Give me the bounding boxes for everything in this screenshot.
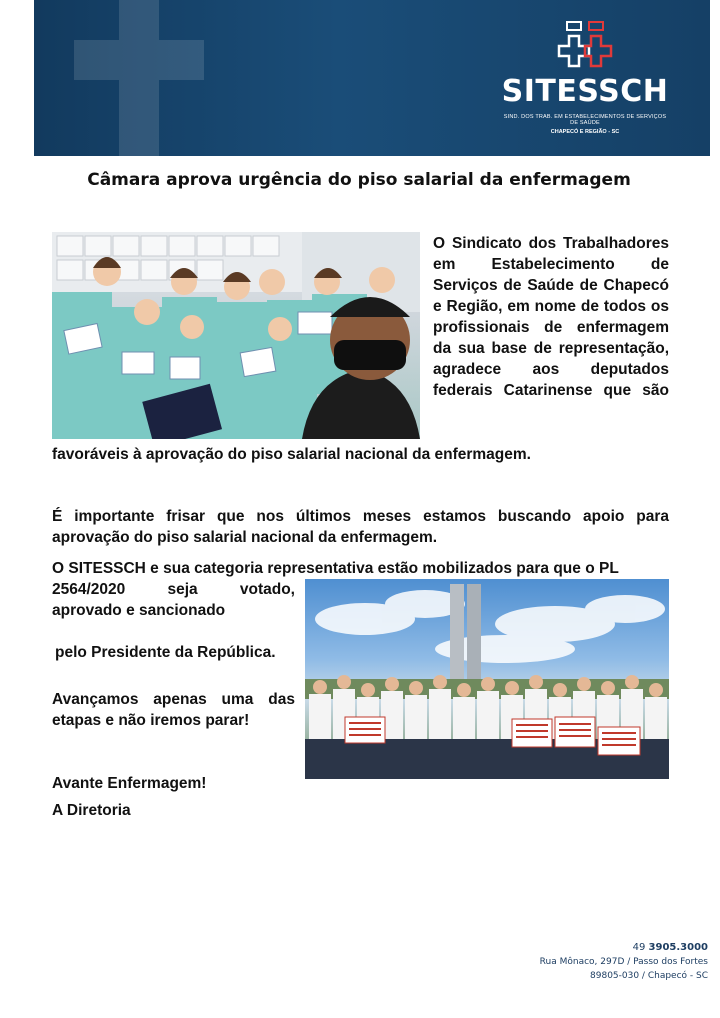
photo-illustration — [52, 232, 420, 439]
progress-paragraph: Avançamos apenas uma das etapas e não iremos parar! — [52, 691, 295, 729]
closing-line2: A Diretoria — [52, 802, 131, 819]
footer-cep: 89805-030 / Chapecó - SC — [590, 971, 708, 981]
org-logo — [500, 18, 670, 135]
phone-number: 3905.3000 — [648, 942, 708, 953]
mobilization-line3: aprovado e sancionado — [52, 602, 226, 619]
photo-illustration-2 — [305, 579, 669, 779]
mobilization-paragraph-cont — [52, 579, 295, 663]
header-banner — [34, 0, 710, 156]
medical-cross-watermark-icon — [74, 0, 204, 156]
page-title: Câmara aprova urgência do piso salarial da enfermagem — [87, 170, 631, 190]
phone-prefix: 49 — [632, 942, 646, 953]
intro-paragraph-continuation: favoráveis à aprovação do piso salarial nacional da enfermagem. — [52, 446, 531, 463]
support-paragraph: É importante frisar que nos últimos meses estamos buscando apoio para aprovação do piso salarial nacional da enfermagem. — [52, 508, 669, 546]
org-full-name: SIND. DOS TRAB. EM ESTABELECIMENTOS DE SERVIÇOS DE SAÚDE — [503, 114, 667, 126]
footer-phone — [540, 941, 708, 955]
intro-paragraph: O Sindicato dos Trabalhadores em Estabelecimento de Serviços de Saúde de Chapecó e Região, em nome de todos os profissionais de enfermagem da sua base de representação, agradece aos deputados federais Catarinense que são — [433, 235, 669, 399]
mobilization-line4: pelo Presidente da República. — [55, 644, 276, 661]
mobilization-paragraph-line1: O SITESSCH e sua categoria representativa estão mobilizados para que o PL — [52, 560, 619, 577]
closing-line1: Avante Enfermagem! — [52, 775, 207, 792]
group-selfie-photo — [52, 232, 420, 439]
congress-protest-photo — [305, 579, 669, 779]
closing-block — [52, 773, 295, 821]
nurse-cross-logo-icon — [553, 18, 617, 74]
org-name: SITESSCH — [501, 74, 669, 109]
footer-address: Rua Mônaco, 297D / Passo dos Fortes — [539, 957, 708, 967]
org-region: CHAPECÓ E REGIÃO - SC — [550, 129, 620, 135]
footer-contact — [540, 941, 708, 983]
mobilization-line2: 2564/2020 seja votado, — [52, 581, 295, 598]
